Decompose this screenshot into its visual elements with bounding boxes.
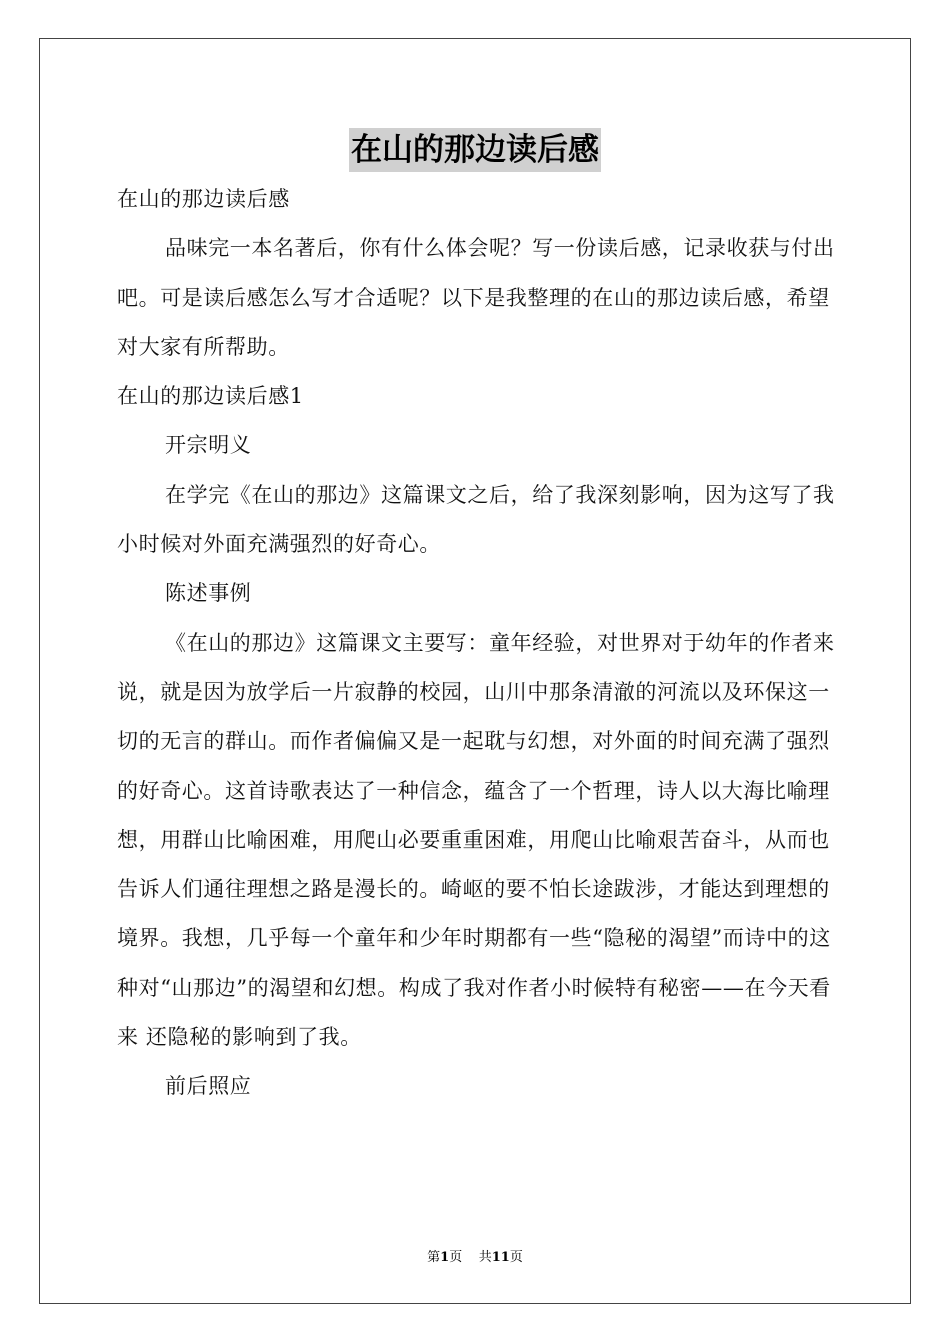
document-body	[117, 175, 837, 1112]
page-footer	[0, 1246, 950, 1265]
footer-total-pages: 11	[491, 1250, 510, 1265]
footer-page-number: 1	[440, 1250, 450, 1265]
paragraph: 在山的那边读后感1	[117, 384, 304, 409]
document-title: 在山的那边读后感	[349, 128, 601, 172]
footer-total-prefix: 共	[478, 1250, 492, 1265]
paragraph: 开宗明义	[165, 433, 252, 458]
paragraph: 陈述事例	[165, 581, 252, 606]
footer-prefix: 第	[427, 1250, 441, 1265]
paragraph: 在学完《在山的那边》这篇课文之后，给了我深刻影响，因为这写了我小时候对外面充满强烈的好奇心。	[117, 482, 835, 557]
paragraph: 品味完一本名著后，你有什么体会呢？写一份读后感，记录收获与付出吧。可是读后感怎么写才合适呢？以下是我整理的在山的那边读后感，希望对大家有所帮助。	[117, 236, 835, 359]
paragraph: 《在山的那边》这篇课文主要写：童年经验，对世界对于幼年的作者来说，就是因为放学后一片寂静的校园，山川中那条清澈的河流以及环保这一切的无言的群山。而作者偏偏又是一起耽与幻想，对外面的时间充满了强烈的好奇心。这首诗歌表达了一种信念，蕴含了一个哲理，诗人以大海比喻理想，用群山比喻困难，用爬山必要重重困难，用爬山比喻艰苦奋斗，从而也告诉人们通往理想之路是漫长的。崎岖的要不怕长途跋涉，才能达到理想的境界。我想，几乎每一个童年和少年时期都有一些“隐秘的渴望”而诗中的这种对“山那边”的渴望和幻想。构成了我对作者小时候特有秘密——在今天看来 还隐秘的影响到了我。	[117, 630, 835, 1050]
footer-page-suffix: 页	[449, 1250, 463, 1265]
paragraph: 在山的那边读后感	[117, 187, 290, 211]
footer-total-suffix: 页	[509, 1250, 523, 1265]
title-wrap	[0, 128, 950, 172]
paragraph: 前后照应	[165, 1074, 252, 1099]
